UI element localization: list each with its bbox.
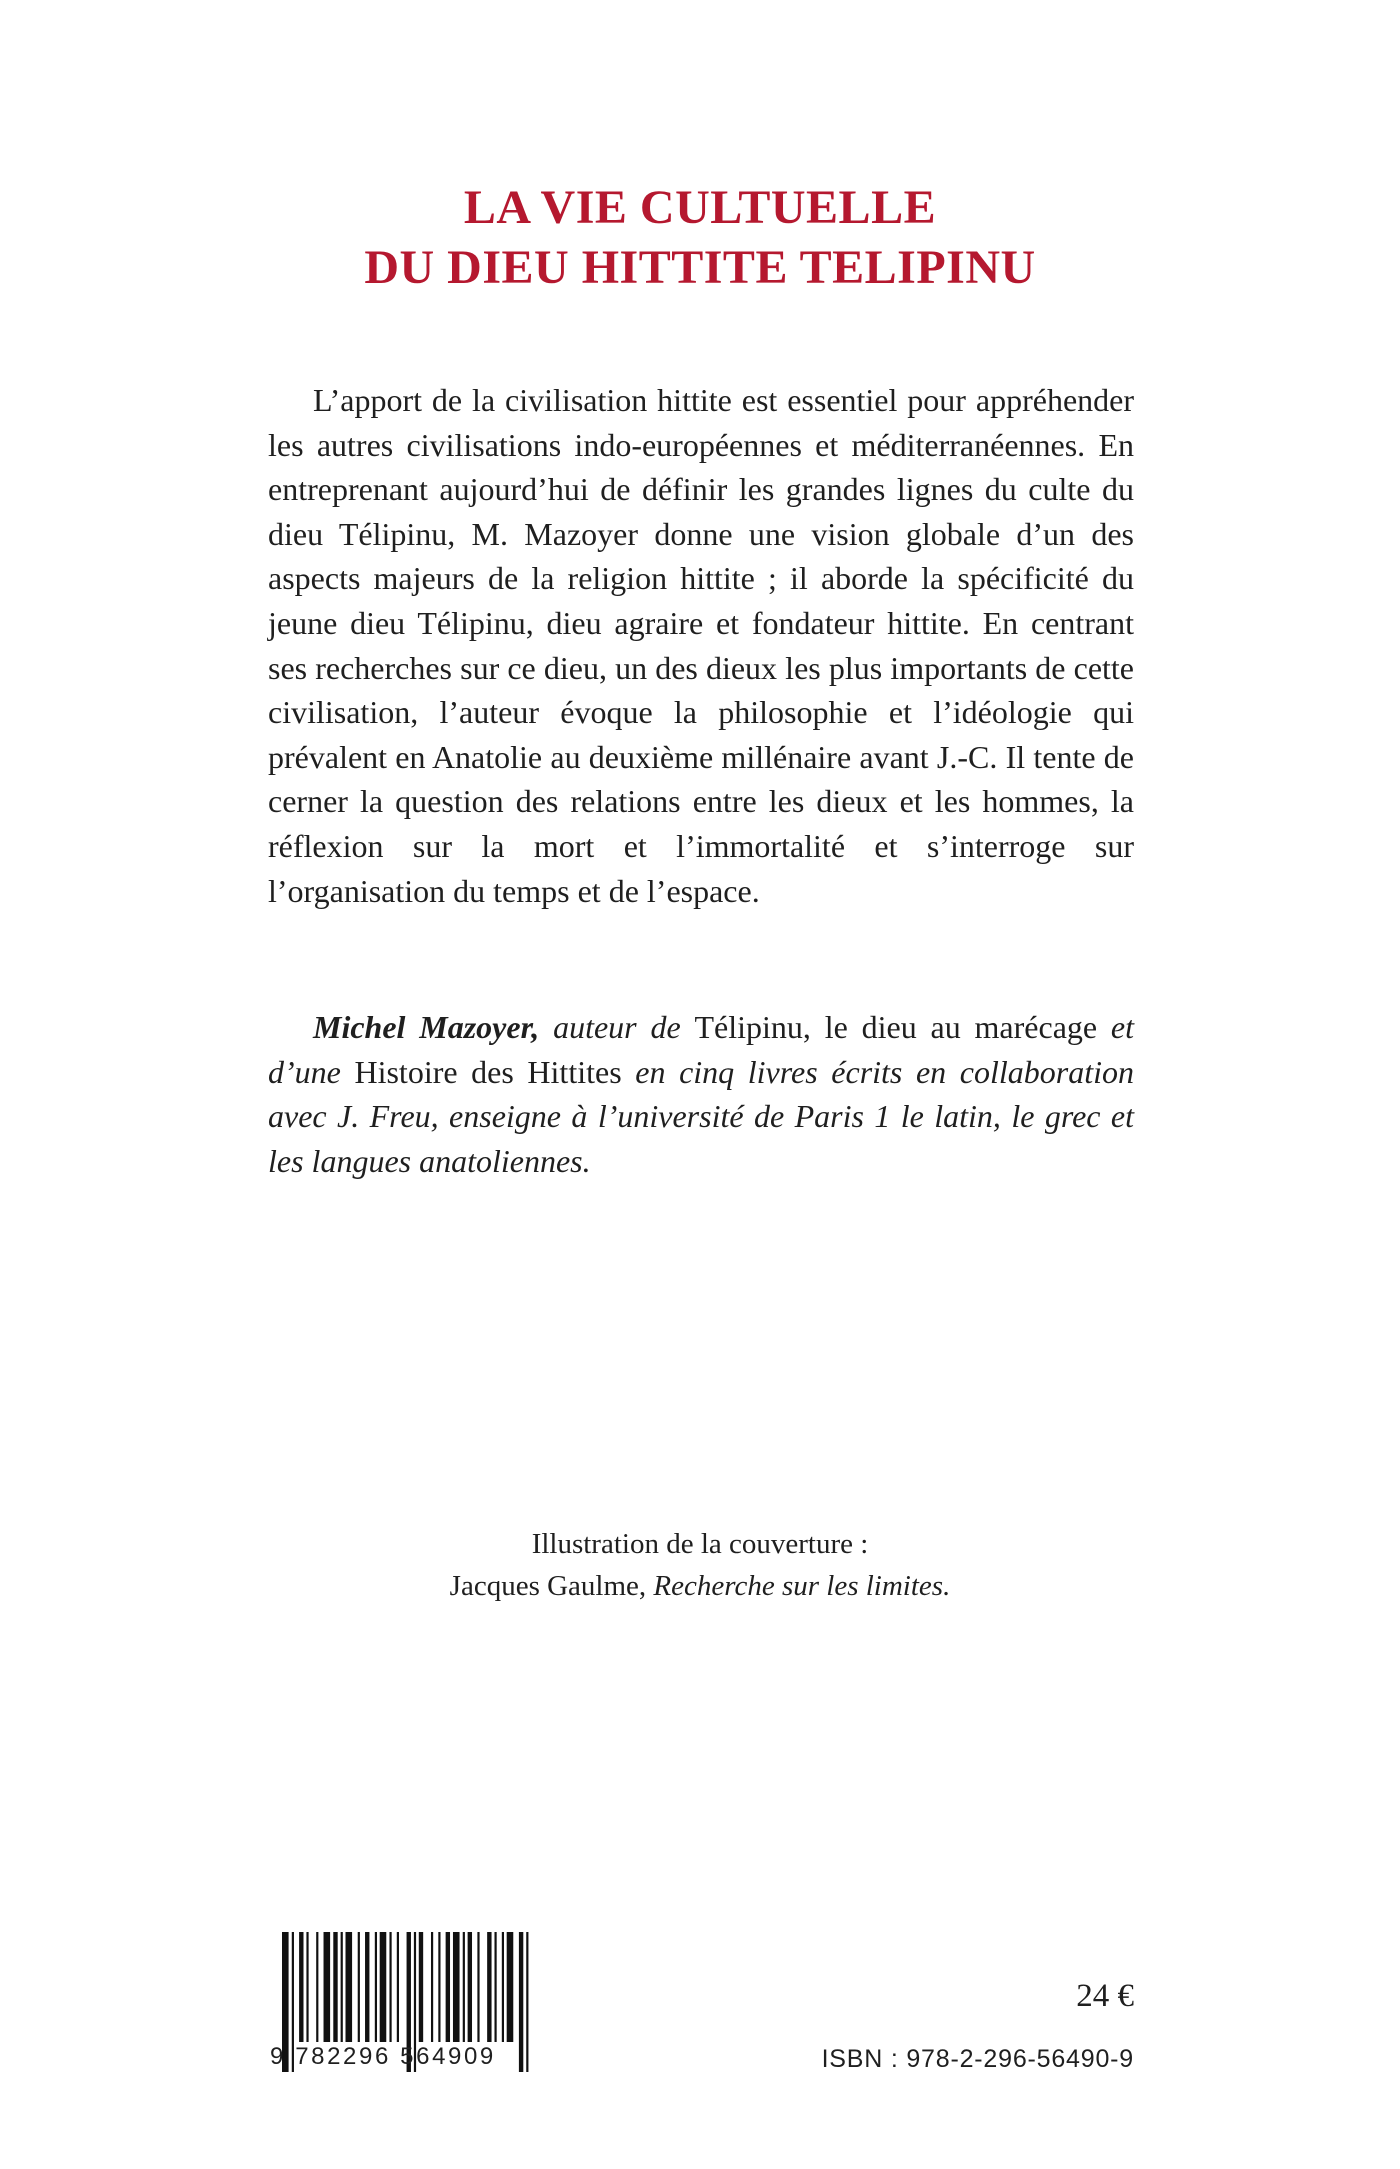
barcode-bar — [487, 1932, 491, 2042]
barcode-bar — [333, 1932, 337, 2042]
credit-work-title: Recherche sur les limites. — [653, 1570, 951, 1602]
barcode-bar — [397, 1932, 399, 2042]
barcode-bar — [507, 1932, 514, 2042]
author-bio-segment-1: auteur de — [539, 1009, 695, 1045]
barcode-bar — [431, 1932, 433, 2042]
barcode-bar — [324, 1932, 331, 2042]
author-bio-segment-3: en cinq livres écrits en collaboration avec J. Freu, enseigne à l’université de Paris 1 le latin, le grec et les langues anatoliennes. — [268, 1053, 1135, 1179]
author-book-title-2: Histoire des Hittites — [354, 1053, 622, 1090]
book-summary — [268, 378, 1134, 913]
barcode-bar — [306, 1932, 308, 2042]
barcode-bar — [375, 1932, 377, 2042]
barcode-bar — [468, 1932, 472, 2042]
barcode-bar — [316, 1932, 318, 2042]
book-title-line-2: DU DIEU HITTITE TELIPINU — [364, 241, 1036, 294]
book-title-line-1: LA VIE CULTUELLE — [463, 181, 937, 234]
barcode-bar — [453, 1932, 460, 2042]
cover-illustration-credit — [0, 1523, 1400, 1607]
barcode-bar — [477, 1932, 479, 2042]
barcode-bar — [380, 1932, 387, 2042]
author-bio-paragraph — [268, 1005, 1134, 1183]
barcode-bar — [494, 1932, 496, 2042]
barcode-bar — [463, 1932, 465, 2042]
barcode-bar — [389, 1932, 391, 2042]
barcode-bar — [341, 1932, 343, 2042]
credit-attribution — [0, 1565, 1400, 1607]
barcode-bar — [346, 1932, 353, 2042]
barcode-bar — [438, 1932, 440, 2042]
barcode-bar — [446, 1932, 450, 2042]
barcode-bar — [419, 1932, 423, 2042]
credit-artist: Jacques Gaulme, — [449, 1570, 647, 1602]
barcode-bar — [502, 1932, 504, 2042]
barcode-bar — [358, 1932, 360, 2042]
author-book-title-1: Télipinu, le dieu au marécage — [694, 1009, 1098, 1045]
author-bio — [268, 1005, 1134, 1183]
author-bio-segment-2: et d’une — [268, 1009, 1135, 1090]
author-name: Michel Mazoyer, — [313, 1009, 540, 1045]
barcode-bar — [365, 1932, 369, 2042]
barcode-number: 9 782296 564909 — [270, 2043, 496, 2070]
isbn: ISBN : 978-2-296-56490-9 — [821, 2045, 1134, 2073]
credit-heading: Illustration de la couverture : — [531, 1528, 869, 1560]
book-title — [0, 178, 1400, 298]
summary-paragraph: L’apport de la civilisation hittite est essentiel pour appréhender les autres civilisations indo-européennes et méditerranéennes. En entreprenant aujourd’hui de définir les grandes lignes du culte du dieu Télipinu, M. Mazoyer donne une vision globale d’un des aspects majeurs de la religion hittite ; il aborde la spécificité du jeune dieu Télipinu, dieu agraire et fondateur hittite. En centrant ses recherches sur ce dieu, un des dieux les plus importants de cette civilisation, l’auteur évoque la philosophie et l’idéologie qui prévalent en Anatolie au deuxième millénaire avant J.-C. Il tente de cerner la question des relations entre les dieux et les hommes, la réflexion sur la mort et l’immortalité et s’interroge sur l’organisation du temps et de l’espace. — [268, 382, 1134, 909]
barcode-bar — [299, 1932, 303, 2042]
price: 24 € — [1076, 1978, 1134, 2014]
